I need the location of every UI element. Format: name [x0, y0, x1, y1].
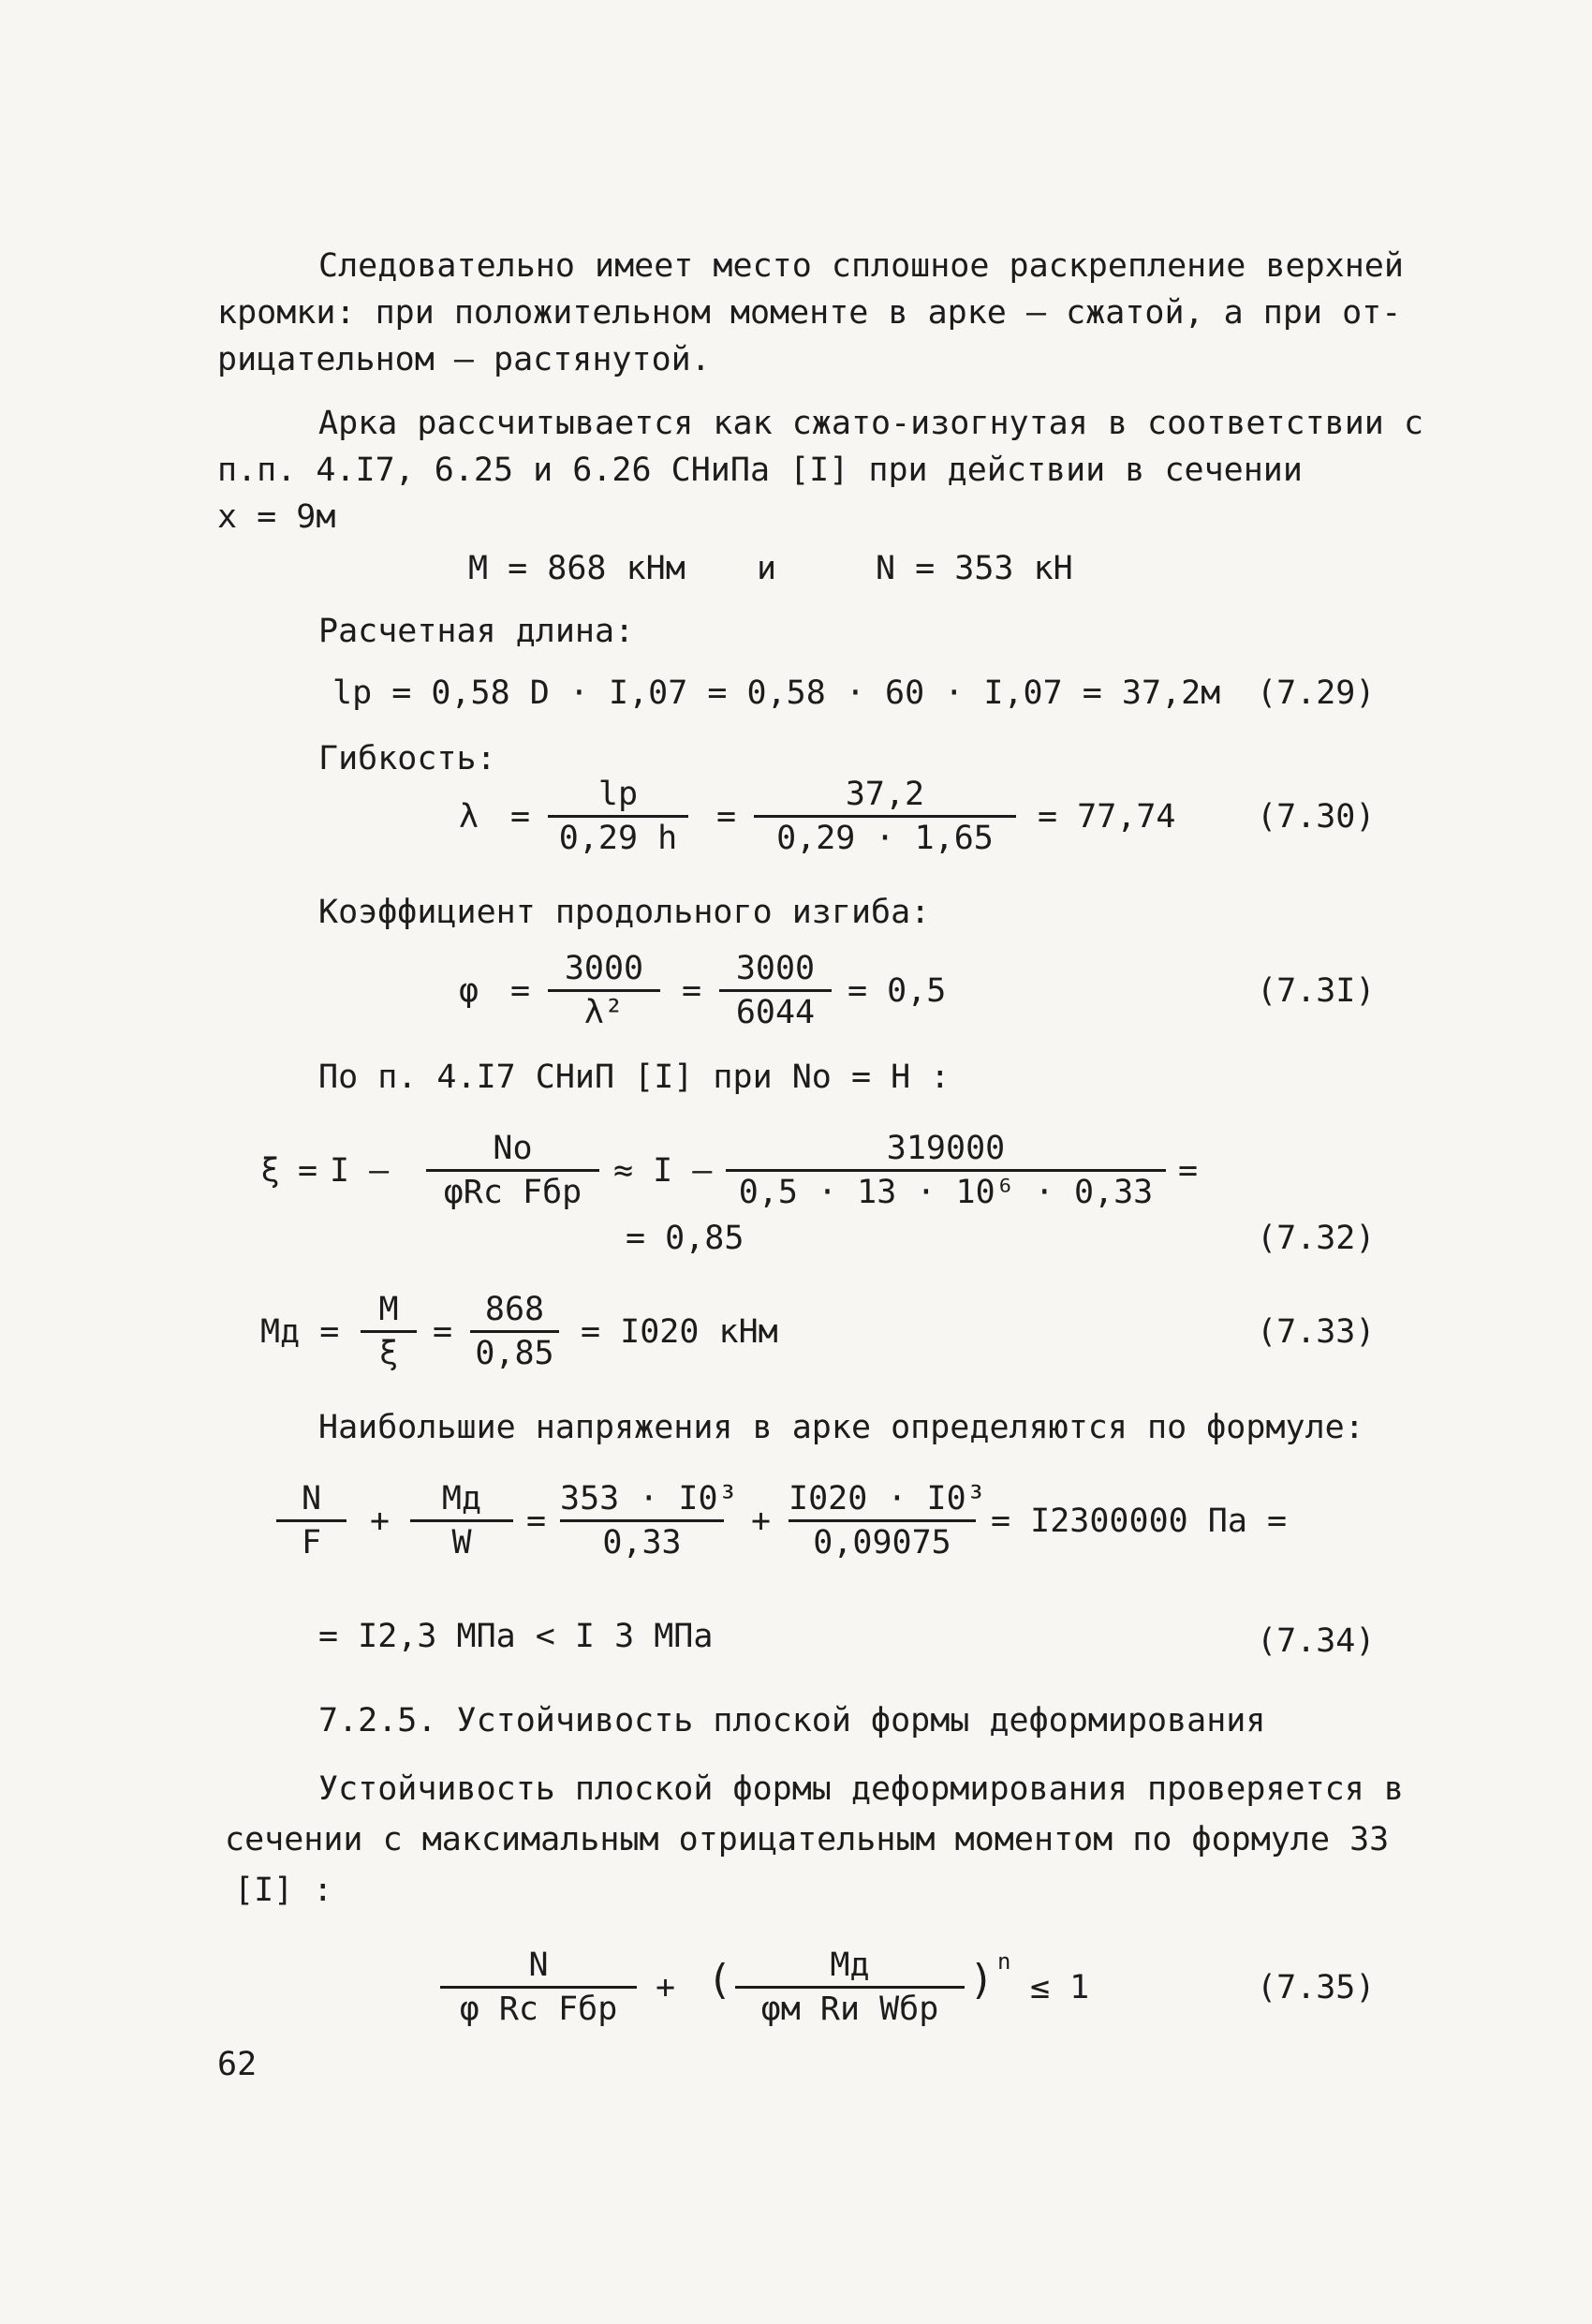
paragraph-line: [I] : — [234, 1872, 333, 1909]
equation-label: (7.34) — [1257, 1622, 1376, 1660]
fraction: Nо φRс Fбр — [426, 1130, 599, 1211]
fraction: I020 · I0³ 0,09075 — [789, 1480, 986, 1562]
fraction: 3000 6044 — [719, 950, 832, 1031]
fraction: Мд φм Rи Wбр — [735, 1947, 965, 2028]
paragraph-line: п.п. 4.I7, 6.25 и 6.26 СНиПа [I] при действии в сечении — [217, 451, 1303, 489]
equation-label: (7.30) — [1257, 798, 1376, 836]
section-heading: Коэффициент продольного изгиба: — [318, 894, 931, 931]
fraction: 3000 λ² — [548, 950, 660, 1031]
force-value: N = 353 кН — [876, 550, 1073, 587]
fraction: 868 0,85 — [470, 1291, 559, 1372]
equation-label: (7.33) — [1257, 1313, 1376, 1351]
fraction: 319000 0,5 · 13 · 10⁶ · 0,33 — [726, 1130, 1166, 1211]
section-title: 7.2.5. Устойчивость плоской формы деформирования — [318, 1702, 1266, 1739]
equation-7-29: lp = 0,58 D · I,07 = 0,58 · 60 · I,07 = 37,2м — [332, 674, 1221, 712]
equation-label: (7.3I) — [1257, 972, 1376, 1010]
paragraph-line: Наибольшие напряжения в арке определяются по формуле: — [318, 1409, 1364, 1446]
paragraph-line: Арка рассчитывается как сжато-изогнутая в соответствии с — [318, 405, 1424, 442]
moment-value: М = 868 кНм — [468, 550, 685, 587]
paragraph-line: x = 9м — [217, 498, 336, 536]
paragraph-line: Устойчивость плоской формы деформирования проверяется в — [318, 1770, 1404, 1808]
fraction: М ξ — [361, 1291, 417, 1372]
document-page: Следовательно имеет место сплошное раскрепление верхней кромки: при положительном моменте в арке – сжатой, а при от- рицательном – растянутой. Арка рассчитывается как сжато-изогнутая в соответствии с п.п. 4.I7, 6.25 и 6.26 СНиПа [I] при действии в сечении x = 9м М = 868 кНм и N = 353 кН Расчетная длина: lp = 0,58 D · I,07 = 0,58 · 60 · I,07 = 37,2м (7.29) Гибкость: λ = lр 0,29 h = 37,2 0,29 · 1,65 = 77,74 (7.30) Коэффициент продольного изгиба: φ = 3000 λ² = 3000 6044 = 0,5 (7.3I) По п. 4.I7 СНиП [I] при Nо = Н : ξ = I – Nо φRс Fбр ≈ I – 319000 0,5 · 13 · 10⁶ · 0,33 = = 0,85 (7.32) Мд = М ξ = 868 0,85 = I020 кНм (7.33) Наибольшие напряжения в арке определяются по формуле: N F + Мд W = 353 · I0³ 0,33 + I020 · I0³ 0,09075 = I2300000 Па = = I2,3 МПа < I 3 МПа (7.34) 7.2.5. Устойчивость плоской формы деформирования Устойчивость плоской формы деформирования проверяется в сечении с максимальным отрицательным моментом по формуле 33 [I] : N φ Rс Fбр + ( Мд φм Rи Wбр ) n ≤ 1 (7.35) 62 — [217, 247, 1424, 2083]
paragraph-line: сечении с максимальным отрицательным моментом по формуле 33 — [225, 1821, 1390, 1858]
conjunction: и — [757, 550, 777, 587]
fraction: 353 · I0³ 0,33 — [560, 1480, 738, 1562]
section-heading: Гибкость: — [318, 740, 496, 777]
paragraph-line: кромки: при положительном моменте в арке – сжатой, а при от- — [217, 294, 1402, 332]
equation-label: (7.32) — [1257, 1220, 1376, 1257]
section-heading: Расчетная длина: — [318, 613, 635, 650]
fraction: 37,2 0,29 · 1,65 — [754, 776, 1016, 857]
reference-line: По п. 4.I7 СНиП [I] при Nо = Н : — [318, 1058, 951, 1096]
fraction: Мд W — [410, 1480, 513, 1562]
fraction: lр 0,29 h — [548, 776, 688, 857]
paragraph-line: Следовательно имеет место сплошное раскрепление верхней — [318, 247, 1404, 285]
fraction: N φ Rс Fбр — [440, 1947, 637, 2028]
equation-label: (7.35) — [1257, 1969, 1376, 2006]
paragraph-line: рицательном – растянутой. — [217, 341, 711, 378]
equation-label: (7.29) — [1257, 674, 1376, 712]
page-number: 62 — [217, 2046, 258, 2083]
fraction: N F — [276, 1480, 346, 1562]
